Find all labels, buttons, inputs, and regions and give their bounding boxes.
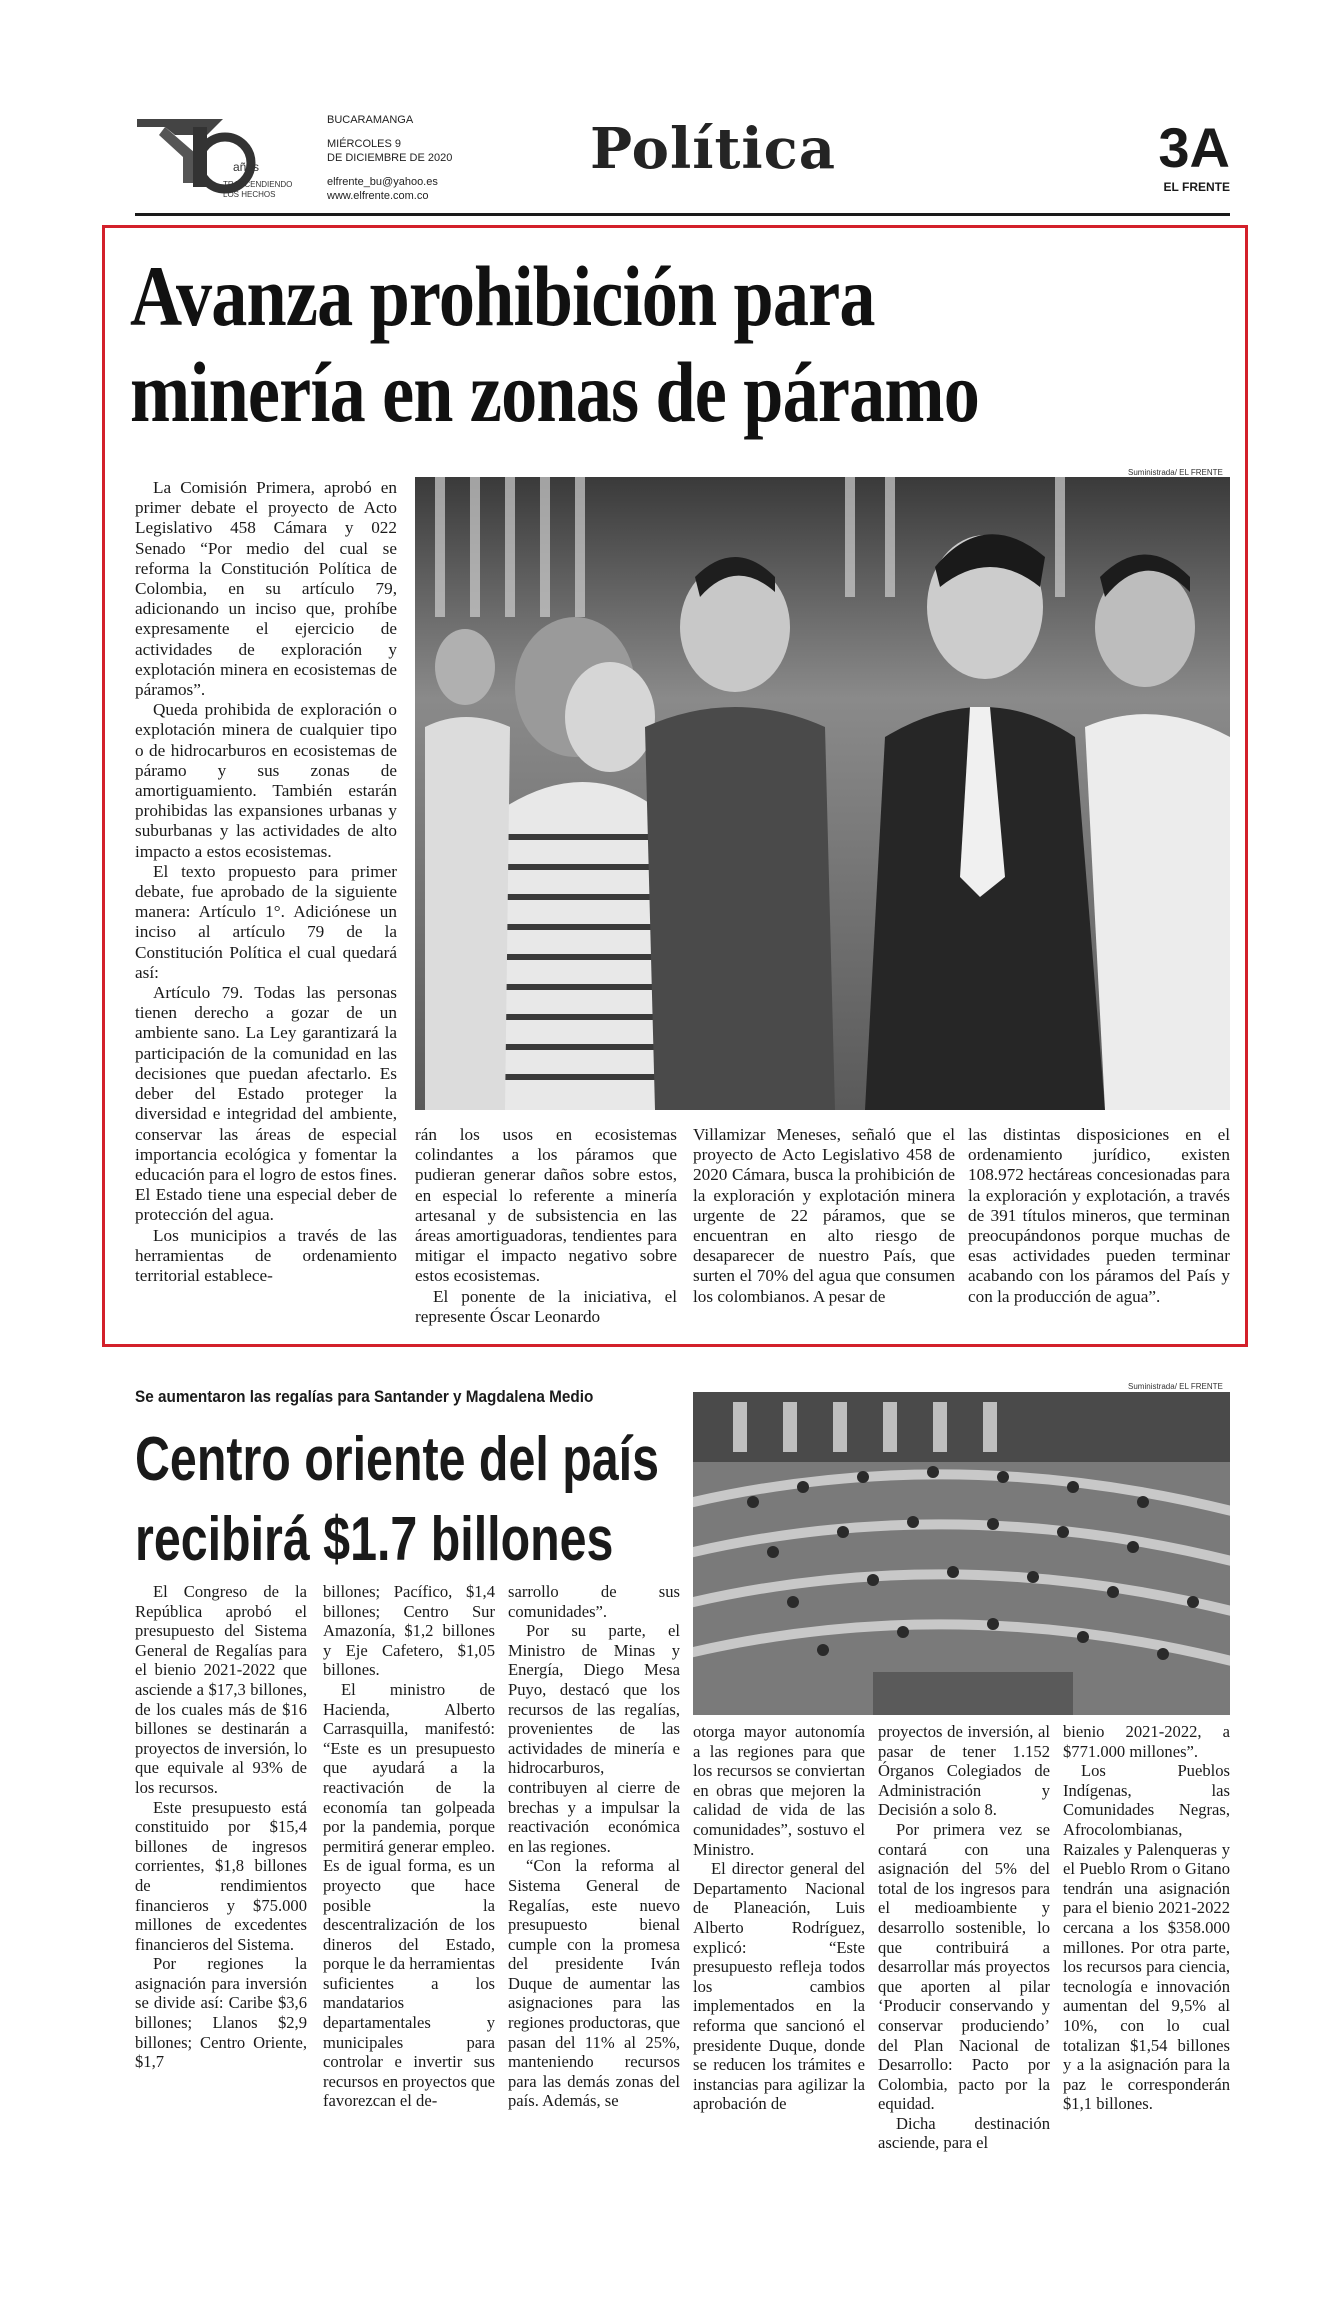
article-headline xyxy=(130,248,1054,440)
header-rule xyxy=(135,213,1230,216)
article-column xyxy=(693,1125,955,1307)
paragraph: El ministro de Hacienda, Alberto Carrasquilla, manifestó: “Este es un presupuesto que ayudará a la reactivación de la economía tan golpeada por la pandemia, porque permitirá generar empleo. Es de igual forma, es un proyecto que hace posible la descentralización de los dineros del Estado, porque le da herramientas suficientes a los mandatarios departamentales y municipales para controlar e invertir sus recursos en proyectos que favorezcan el de- xyxy=(323,1679,495,2111)
paragraph: billones; Pacífico, $1,4 billones; Centro Sur Amazonía, $1,2 billones y Eje Cafetero, $1,05 billones. xyxy=(323,1582,495,1680)
paragraph: sarrollo de sus comunidades”. xyxy=(508,1582,680,1621)
photo-credit: Suministrada/ EL FRENTE xyxy=(1128,1382,1223,1391)
paragraph: Por su parte, el Ministro de Minas y Energía, Diego Mesa Puyo, destacó que los recursos de las regalías, provenientes de las actividades de minería e hidrocarburos, contribuyen al cierre de brechas y a impulsar la reactivación económica en las regiones. xyxy=(508,1621,680,1856)
masthead-date: MIÉRCOLES 9 xyxy=(327,138,401,150)
article-column xyxy=(415,1125,677,1327)
paragraph: El ponente de la iniciativa, el represente Óscar Leonardo xyxy=(415,1286,677,1326)
headline-line: recibirá $1.7 billones xyxy=(135,1505,614,1574)
photo-politicians-conversation xyxy=(415,477,1230,1110)
svg-text:TRASCENDIENDO: TRASCENDIENDO xyxy=(223,180,293,189)
svg-text:LOS HECHOS: LOS HECHOS xyxy=(223,190,276,199)
paragraph: Artículo 79. Todas las personas tienen derecho a gozar de un ambiente sano. La Ley garantizará la participación de la comunidad en las decisiones que puedan afectarlo. Es deber del Estado proteger la diversidad e integridad del ambiente, conservar las áreas de especial importancia ecológica y fomentar la educación para el logro de estos fines. El Estado tiene una especial deber de protección del agua. xyxy=(135,983,398,1225)
paragraph: proyectos de inversión, al pasar de tener 1.152 Órganos Colegiados de Administración y Decisión a solo 8. xyxy=(878,1722,1050,1820)
article-column xyxy=(135,1582,307,2072)
article-headline xyxy=(135,1420,660,1580)
el-frente-logo xyxy=(135,113,315,203)
masthead-city: BUCARAMANGA xyxy=(327,114,414,126)
paragraph: Queda prohibida de exploración o explotación minera de cualquier tipo o de hidrocarburos en ecosistemas de páramo y sus zonas de amortiguamiento. También estarán prohibidas las expansiones urbanas y suburbanas y las actividades de alto impacto a estos ecosistemas. xyxy=(135,700,397,861)
article-column xyxy=(878,1722,1050,2153)
article-column xyxy=(323,1582,495,2111)
headline-line: Centro oriente del país xyxy=(135,1425,660,1494)
paragraph: las distintas disposiciones en el ordenamiento jurídico, existen 108.972 hectáreas concesionadas para la exploración y explotación, a través de 391 títulos mineros, que terminan preocupándonos porque muchas de esas actividades pueden terminar acabando con los páramos del País y con la producción de agua”. xyxy=(968,1125,1230,1306)
article-column xyxy=(968,1125,1230,1307)
article-column xyxy=(693,1722,865,2114)
photo-credit: Suministrada/ EL FRENTE xyxy=(1128,468,1223,477)
paragraph: El director general del Departamento Nacional de Planeación, Luis Alberto Rodríguez, explicó: “Este presupuesto refleja todos los cambios implementados en la reforma que sancionó el presidente Duque, donde se reducen los trámites e instancias para agilizar la aprobación de xyxy=(693,1859,865,2114)
paragraph: La Comisión Primera, aprobó en primer debate el proyecto de Acto Legislativo 458 Cámara y 022 Senado “Por medio del cual se reforma la Constitución Política de Colombia, en su artículo 79, adicionando un inciso que, prohíbe expresamente el ejercicio de actividades de exploración y explotación minera en ecosistemas de páramos”. xyxy=(135,478,397,700)
paragraph: Villamizar Meneses, señaló que el proyecto de Acto Legislativo 458 de 2020 Cámara, busca la prohibición de la exploración y explotación minera urgente de 22 páramos, que se encuentran en alto riesgo de desaparecer de nuestro País, que surten el 70% del agua que consumen los colombianos. A pesar de xyxy=(693,1125,955,1306)
headline-line: Avanza prohibición para xyxy=(130,248,875,344)
paragraph: Los Pueblos Indígenas, las Comunidades Negras, Afrocolombianas, Raizales y Palenqueras y el Pueblo Rrom o Gitano tendrán una asignación para el bienio 2021-2022 cercana a los $358.000 millones. Por otra parte, los recursos para ciencia, tecnología e innovación aumentan del 9,5% al 10%, con lo cual totalizan $1,54 billones y a la asignación para la paz le corresponderán $1,1 billones. xyxy=(1063,1761,1230,2114)
paragraph: Por primera vez se contará con una asignación del 5% del total de los ingresos para el medioambiente y desarrollo sostenible, lo que contribuirá a desarrollar más proyectos que aporten al pilar ‘Producir conservando y conservar produciendo’ del Plan Nacional de Desarrollo: Pacto por Colombia, pacto por la equidad. xyxy=(878,1819,1050,2114)
paragraph: Los municipios a través de las herramientas de ordenamiento territorial establece- xyxy=(135,1225,397,1285)
paragraph: El Congreso de la República aprobó el presupuesto del Sistema General de Regalías para el bienio 2021-2022 que asciende a $17,3 billones, de los cuales más de $16 billones se destinarán a proyectos de inversión, lo que equivale al 93% de los recursos. xyxy=(135,1582,307,1797)
masthead-website: www.elfrente.com.co xyxy=(327,190,429,202)
article-column xyxy=(135,478,397,1286)
photo-congress-session xyxy=(693,1392,1230,1715)
paragraph: Este presupuesto está constituido por $15,4 billones de ingresos corrientes, $1,8 billones de rendimientos financieros y $75.000 millones de excedentes financieros del Sistema. xyxy=(135,1797,307,1954)
paragraph: Por regiones la asignación para inversión se divide así: Caribe $3,6 billones; Llanos $2,9 billones; Centro Oriente, $1,7 xyxy=(135,1954,307,2072)
masthead-email: elfrente_bu@yahoo.es xyxy=(327,176,438,188)
page-brand: EL FRENTE xyxy=(1163,180,1230,194)
article-photo xyxy=(415,477,1230,1110)
masthead-date-2: DE DICIEMBRE DE 2020 xyxy=(327,152,453,164)
headline-line: minería en zonas de páramo xyxy=(130,344,979,440)
paragraph: otorga mayor autonomía a las regiones para que los recursos se conviertan en obras que mejoren la calidad de vida de las comunidades”, sostuvo el Ministro. xyxy=(693,1722,865,1859)
article-column xyxy=(1063,1722,1230,2114)
article-column xyxy=(508,1582,680,2111)
article-photo xyxy=(693,1392,1230,1715)
masthead-info xyxy=(327,113,477,203)
article-kicker: Se aumentaron las regalías para Santander y Magdalena Medio xyxy=(135,1387,594,1406)
page-number: 3A xyxy=(1158,116,1230,179)
paragraph: Dicha destinación asciende, para el xyxy=(878,2113,1050,2153)
section-title: Política xyxy=(590,116,837,182)
paragraph: bienio 2021-2022, a $771.000 millones”. xyxy=(1063,1722,1230,1761)
paragraph: rán los usos en ecosistemas colindantes a los páramos que pudieran generar daños sobre estos, en especial lo referente a minería artesanal y de subsistencia en las áreas amortiguadoras, tendientes para mitigar el impacto negativo sobre estos ecosistemas. xyxy=(415,1125,677,1286)
svg-text:años: años xyxy=(233,160,260,174)
paragraph: “Con la reforma al Sistema General de Regalías, este nuevo presupuesto bienal cumple con la promesa del presidente Iván Duque de aumentar las asignaciones para las regiones productoras, que pasan del 11% al 25%, manteniendo recursos para las demás zonas del país. Además, se xyxy=(508,1856,680,2111)
paragraph: El texto propuesto para primer debate, fue aprobado de la siguiente manera: Artículo 1°. Adiciónese un inciso al artículo 79 de la Constitución Política el cual quedará así: xyxy=(135,861,397,982)
